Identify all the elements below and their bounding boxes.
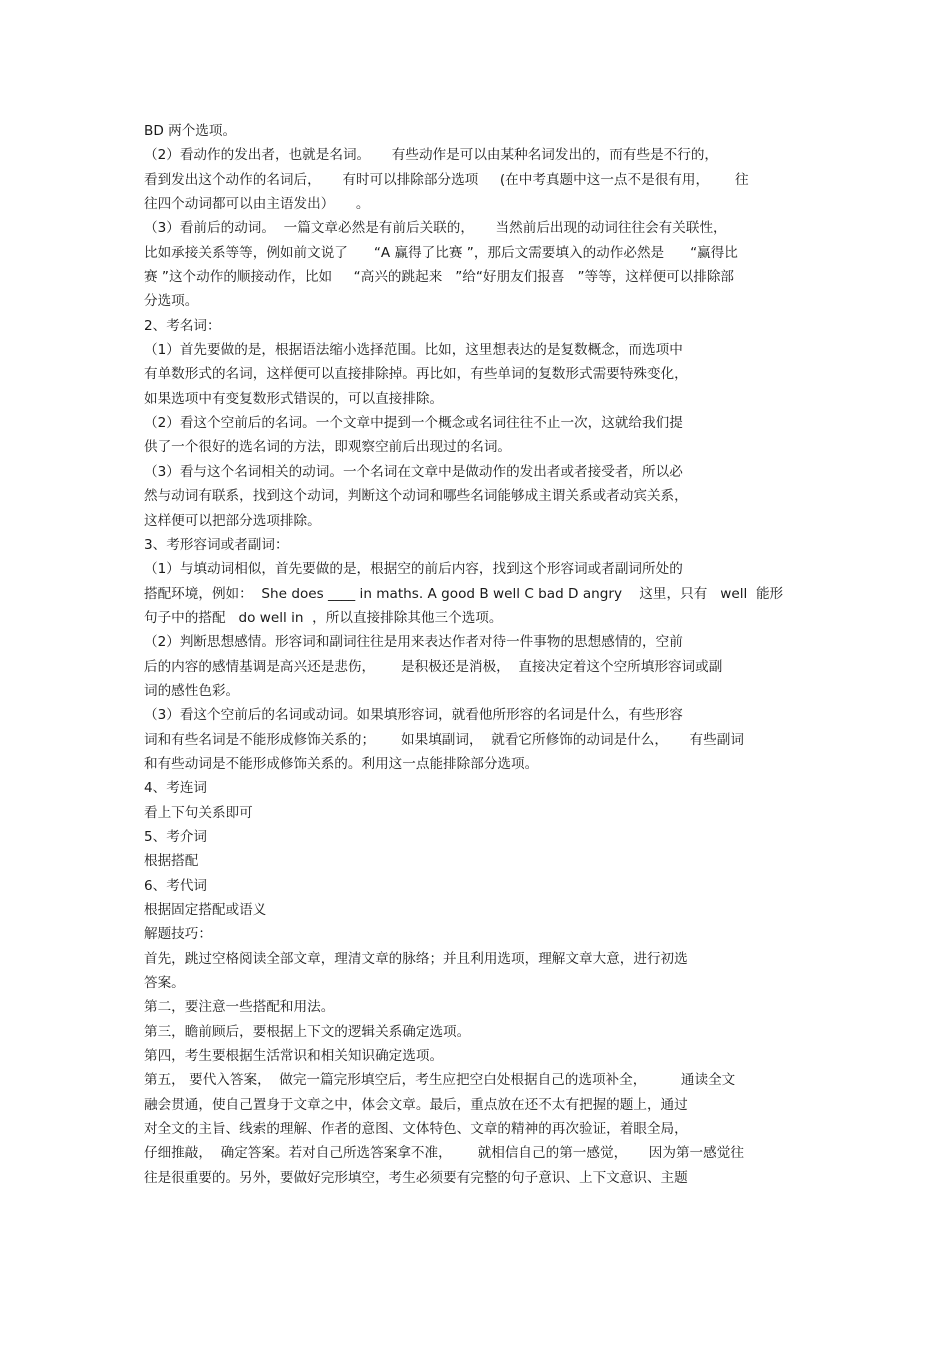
text-line: （3）看与这个名词相关的动词。一个名词在文章中是做动作的发出者或者接受者，所以必 bbox=[144, 463, 683, 480]
section-heading: 6、考代词 bbox=[144, 877, 208, 894]
text-line: 融会贯通，使自己置身于文章之中，体会文章。最后，重点放在还不太有把握的题上，通过 bbox=[144, 1096, 688, 1113]
section-heading: 解题技巧： bbox=[144, 926, 212, 943]
text-line: 这样便可以把部分选项排除。 bbox=[144, 512, 321, 529]
text-line: （1）首先要做的是，根据语法缩小选择范围。比如，这里想表达的是复数概念，而选项中 bbox=[144, 342, 683, 359]
text-line: 和有些动词是不能形成修饰关系的。利用这一点能排除部分选项。 bbox=[144, 755, 539, 772]
text-line: （3）看前后的动词。 一篇文章必然是有前后关联的， 当然前后出现的动词往往会有关联性， bbox=[144, 220, 727, 237]
text-line: 第二，要注意一些搭配和用法。 bbox=[144, 999, 335, 1016]
text-line: 句子中的搭配 do well in ，所以直接排除其他三个选项。 bbox=[144, 609, 503, 626]
section-heading: 4、考连词 bbox=[144, 780, 208, 797]
text-line: 然与动词有联系，找到这个动词，判断这个动词和哪些名词能够成主谓关系或者动宾关系， bbox=[144, 488, 688, 505]
text-line: 第四，考生要根据生活常识和相关知识确定选项。 bbox=[144, 1048, 444, 1065]
text-line: 首先，跳过空格阅读全部文章，理清文章的脉络；并且利用选项，理解文章大意，进行初选 bbox=[144, 950, 688, 967]
text-line: 第三，瞻前顾后，要根据上下文的逻辑关系确定选项。 bbox=[144, 1023, 471, 1040]
text-line: 往是很重要的。另外，要做好完形填空，考生必须要有完整的句子意识、上下文意识、主题 bbox=[144, 1169, 688, 1186]
text-line: 仔细推敲， 确定答案。若对自己所选答案拿不准， 就相信自己的第一感觉， 因为第一感觉往 bbox=[144, 1145, 744, 1162]
section-heading: 5、考介词 bbox=[144, 828, 208, 845]
text-line: 供了一个很好的选名词的方法，即观察空前后出现过的名词。 bbox=[144, 439, 512, 456]
text-line: 第五， 要代入答案， 做完一篇完形填空后，考生应把空白处根据自己的选项补全， 通读全文 bbox=[144, 1072, 736, 1089]
text-line: （1）与填动词相似，首先要做的是，根据空的前后内容，找到这个形容词或者副词所处的 bbox=[144, 561, 683, 578]
text-line: （2）判断思想感情。形容词和副词往往是用来表达作者对待一件事物的思想感情的，空前 bbox=[144, 634, 683, 651]
text-line: 对全文的主旨、线索的理解、作者的意图、文体特色、文章的精神的再次验证，着眼全局， bbox=[144, 1121, 688, 1138]
text-line: （3）看这个空前后的名词或动词。如果填形容词，就看他所形容的名词是什么，有些形容 bbox=[144, 707, 683, 724]
text-line: BD 两个选项。 bbox=[144, 123, 237, 139]
text-line: 有单数形式的名词，这样便可以直接排除掉。再比如，有些单词的复数形式需要特殊变化， bbox=[144, 366, 688, 383]
text-line: （2）看动作的发出者，也就是名词。 有些动作是可以由某种名词发出的，而有些是不行的， bbox=[144, 147, 719, 164]
text-line: 答案。 bbox=[144, 975, 185, 992]
text-line: 分选项。 bbox=[144, 293, 199, 310]
text-line: 词的感性色彩。 bbox=[144, 682, 240, 699]
text-line: 后的内容的感情基调是高兴还是悲伤， 是积极还是消极， 直接决定着这个空所填形容词或副 bbox=[144, 658, 723, 675]
document-page bbox=[144, 119, 844, 1190]
text-line: 搭配环境，例如： She does ____ in maths. A good B well C bad D angry 这里，只有 well 能形 bbox=[144, 585, 784, 602]
text-line: 看上下句关系即可 bbox=[144, 804, 253, 821]
text-line: （2）看这个空前后的名词。一个文章中提到一个概念或名词往往不止一次，这就给我们提 bbox=[144, 415, 683, 432]
section-heading: 2、考名词： bbox=[144, 317, 221, 334]
text-line: 往四个动词都可以由主语发出） 。 bbox=[144, 196, 370, 213]
text-line: 如果选项中有变复数形式错误的，可以直接排除。 bbox=[144, 390, 444, 407]
text-line: 根据搭配 bbox=[144, 853, 199, 870]
text-line: 根据固定搭配或语义 bbox=[144, 902, 267, 918]
text-line: 词和有些名词是不能形成修饰关系的； 如果填副词， 就看它所修饰的动词是什么， 有些副词 bbox=[144, 731, 744, 748]
text-line: 比如承接关系等等，例如前文说了 “A 赢得了比赛 ”，那后文需要填入的动作必然是 “赢得比 bbox=[144, 244, 738, 261]
section-heading: 3、考形容词或者副词： bbox=[144, 536, 289, 553]
text-line: 赛 ”这个动作的顺接动作，比如 “高兴的跳起来 ”给“好朋友们报喜 ”等等，这样便可以排除部 bbox=[144, 269, 735, 286]
text-line: 看到发出这个动作的名词后， 有时可以排除部分选项 (在中考真题中这一点不是很有用， 往 bbox=[144, 171, 749, 188]
